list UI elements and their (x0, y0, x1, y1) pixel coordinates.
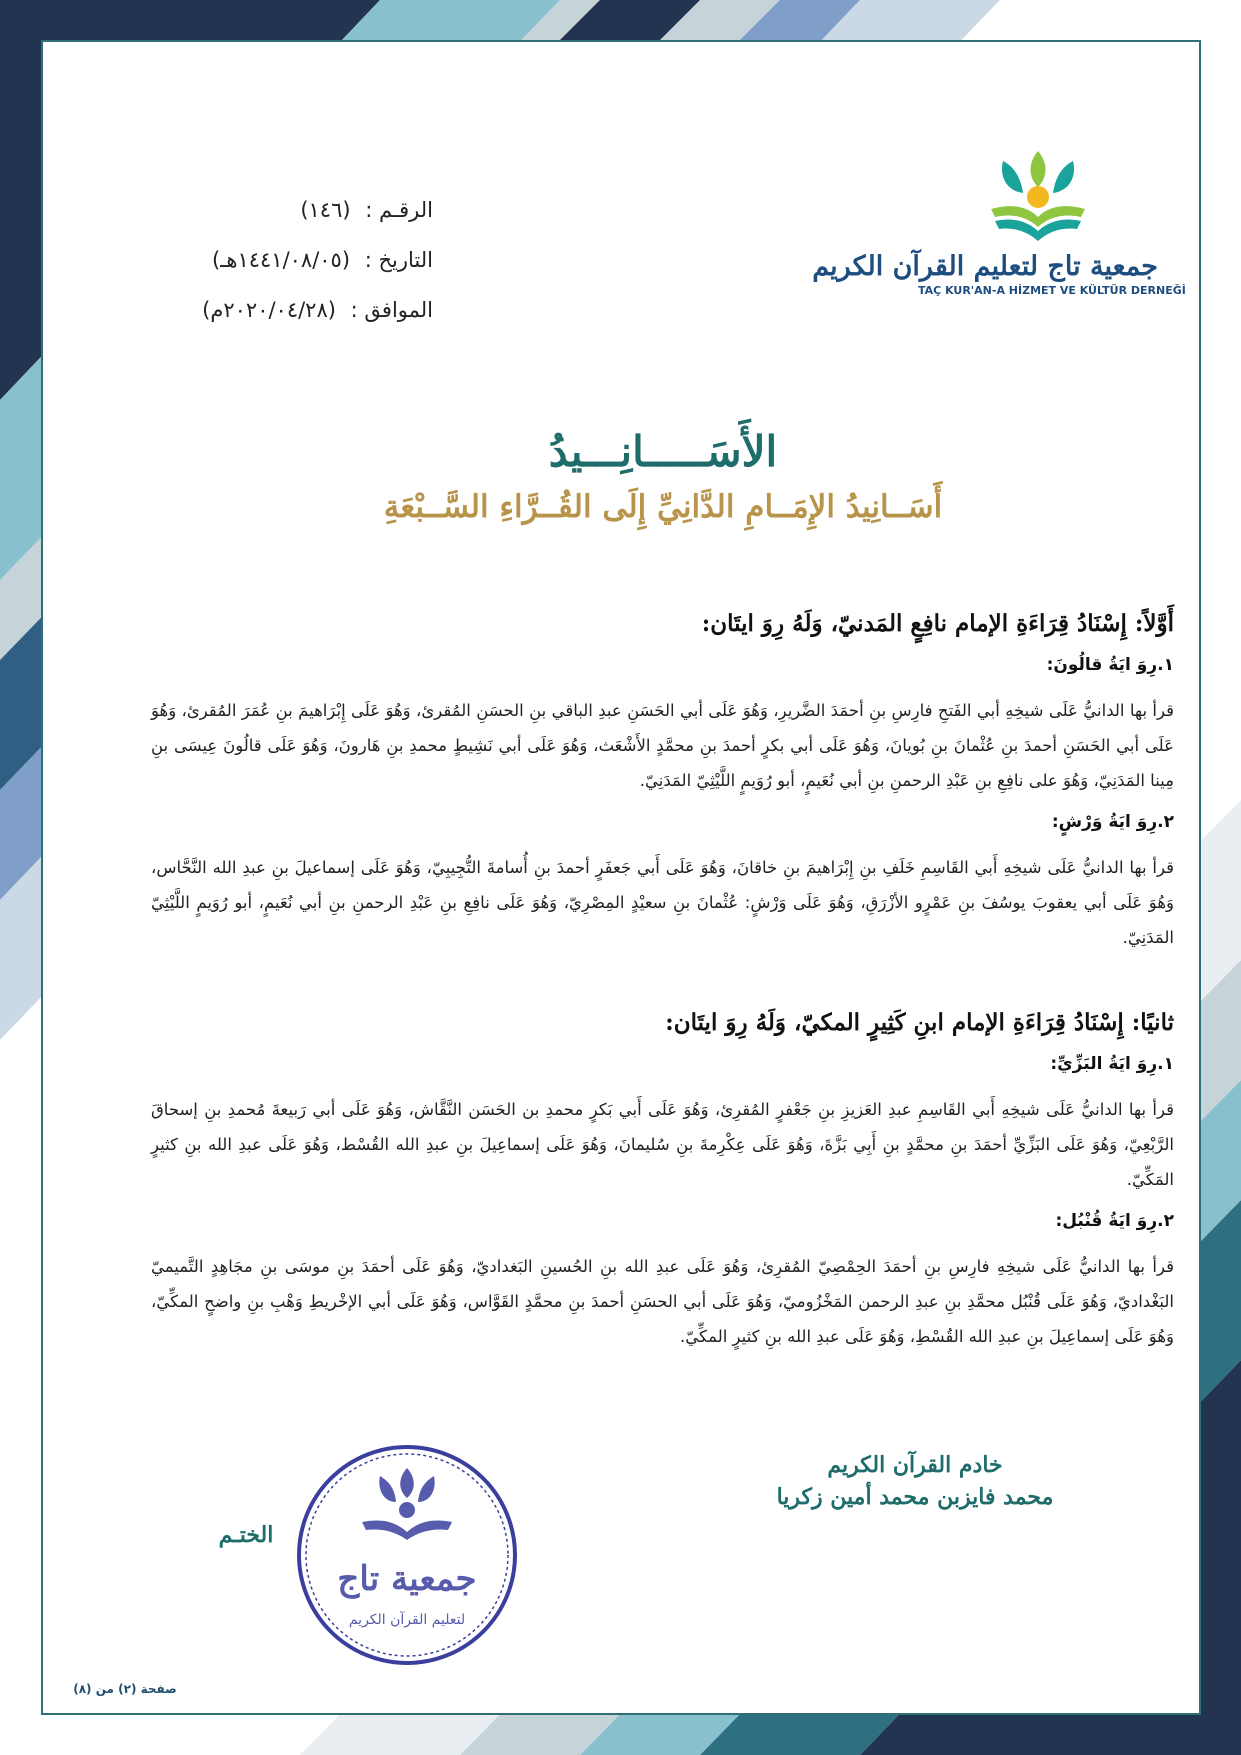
page-number: صفحة (٢) من (٨) (73, 1682, 177, 1696)
reference-number (183, 185, 433, 235)
narration-title-warsh: ٢.رِوَ ايَةُ وَرْشٍ: (1051, 812, 1174, 832)
signature-block (715, 1449, 1115, 1513)
section-heading-nafi: أَوَّلاً: إِسْنَادُ قِرَاءَةِ الإمام نافِعٍ المَدنيّ، وَلَهُ رِوَ ايتَان: (701, 610, 1174, 637)
document-body (151, 610, 1174, 1368)
reference-gregorian (183, 285, 433, 335)
reference-date-value: (١٤٤١/٠٨/٠٥هـ) (212, 248, 351, 272)
organization-name-tr: TAÇ KUR'AN-A HİZMET VE KÜLTÜR DERNEĞİ (918, 284, 1186, 297)
narration-text-qalun: قرأ بها الدانيُّ عَلَى شيخِهِ أبي الفَتحِ فارِسِ بنِ أحمَدَ الضَّريرِ، وَهُوَ عَلَى أبي الحَسَنِ عبدِ الباقي بنِ الحسَنِ المُقرئ، وَهُوَ عَلَى إِبْرَاهيمَ بنِ عُمَرَ المُقرئ، وَهُوَ عَلَى أبي الحَسَنِ أحمدَ بنِ عُثْمانَ بنِ بُويانَ، وَهُوَ عَلَى أبي بكرٍ أحمدَ بنِ محمَّدٍ الأَشْعَث، وَهُوَ عَلَى أبي نَشِيطٍ محمدِ بنِ هَارونَ، وَهُوَ عَلَى قالُونَ عِيسَى بنِ مِينا المَدَنِيّ، وَهُوَ على نافِعِ بنِ عَبْدِ الرحمنِ بنِ أبي نُعَيمٍ، أبو رُوَيمٍ اللَّيْثِيّ المَدَنِيّ. (151, 701, 1174, 790)
page-title: الأَسَـــــانِـــيدُ (548, 427, 778, 476)
narration-title-qunbul: ٢.رِوَ ايَةُ قُنْبُل: (1055, 1211, 1174, 1231)
reference-block (183, 185, 433, 335)
reference-gregorian-value: (٢٠٢٠/٠٤/٢٨م) (202, 298, 336, 322)
section-heading-ibn-kathir: ثانيًا: إِسْنَادُ قِرَاءَةِ الإمام ابنِ كَثِيرٍ المكيّ، وَلَهُ رِوَ ايتَان: (665, 1009, 1174, 1036)
signature-title: خادم القرآن الكريم (827, 1452, 1003, 1478)
organization-stamp (292, 1440, 522, 1670)
narration-text-qunbul: قرأ بها الدانيُّ عَلَى شيخِهِ فارِسِ بنِ أحمَدَ الحِمْصِيّ المُقرِئ، وَهُوَ عَلَى عبدِ الله بنِ الحُسينِ البَغداديّ، وَهُوَ عَلَى أحمَدَ بنِ موسَى بنِ مجَاهِدٍ التَّميميّ البَغْداديّ، وَهُوَ عَلَى قُنْبُل محمَّدِ بنِ عبدِ الرحمن المَخْزُوميّ، وَهُوَ عَلَى أبي الحسَنِ أحمدَ بنِ محمَّدٍ القَوَّاس، وَهُوَ عَلَى أبي الإخْريطِ وَهْبِ بنِ واضحٍ المكِّيّ، وَهُوَ عَلَى إسماعِيلَ بنِ عبدِ الله القُسْطِ، وَهُوَ عَلَى عبدِ الله بنِ كثيرٍ المكِّيّ. (151, 1257, 1174, 1346)
crown-book-icon (973, 147, 1103, 247)
narration-text-bazzi: قرأ بها الدانيُّ عَلَى شيخِهِ أَبي القَاسِمِ عبدِ العَزيزِ بنِ جَعْفرٍ المُقرِئ، وَهُوَ عَلَى أَبي بَكرٍ محمدِ بن الحَسَن النَّقَّاش، وَهُوَ عَلَى أبي رَبيعةَ مُحمدِ بنِ إسحاقَ الرَّبْعِيّ، وَهُوَ عَلَى البَزِّيِّ أحمَدَ بنِ محمَّدٍ بنِ أَبِي بَزَّةَ، وَهُوَ عَلَى عِكْرِمةَ بنِ سُليمانَ، وَهُوَ عَلَى إسماعِيلَ بنِ عبدِ الله القُسْط، وَهُوَ عَلَى عبدِ الله بنِ كثيرٍ المَكِّيّ. (151, 1100, 1174, 1189)
reference-date (183, 235, 433, 285)
organization-logo (812, 147, 1186, 347)
organization-name-ar: جمعية تاج لتعليم القرآن الكريم (812, 251, 1158, 282)
reference-gregorian-label: الموافق : (350, 298, 433, 322)
reference-date-label: التاريخ : (364, 248, 433, 272)
narration-title-qalun: ١.رِوَ ايَةُ قالُونَ: (1046, 655, 1174, 675)
stamp-org-short: جمعية تاج (337, 1559, 477, 1599)
narration-title-bazzi: ١.رِوَ ايَةُ البَزِّيِّ: (1050, 1054, 1174, 1074)
narration-text-warsh: قرأ بها الدانيُّ عَلَى شيخِهِ أَبي القَاسِمِ خَلَفِ بنِ إِبْرَاهيمَ بنِ خاقانَ، وَهُوَ عَلَى أَبي جَعفَرٍ أحمدَ بنِ أُسامةَ التُّجِيبِيّ، وَهُوَ عَلَى إسماعيلَ بنِ عبدِ الله النَّحَّاس، وَهُوَ عَلَى أبي يعقوبَ يوسُفَ بنِ عَمْرٍو الأزْرَقِ، وَهُوَ عَلَى وَرْشٍ: عُثْمانَ بنِ سعيْدٍ المِصْرِيّ، وَهُوَ عَلَى نافِعِ بنِ عَبْدِ الرحمنِ بنِ أبي نُعَيمٍ، أبو رُوَيمٍ اللَّيْثِيّ المَدَنِيّ. (151, 858, 1174, 947)
reference-number-label: الرقـم : (365, 198, 433, 222)
page-subtitle: أَسَــانِيدُ الإِمَــامِ الدَّانِيِّ إِلَى القُــرَّاءِ السَّــبْعَةِ (383, 489, 943, 525)
stamp-org-full: لتعليم القرآن الكريم (348, 1612, 466, 1628)
signature-name: محمد فايزبن محمد أمين زكريا (776, 1484, 1054, 1510)
seal-label: الختـم (218, 1522, 274, 1548)
reference-number-value: (١٤٦) (300, 198, 351, 222)
